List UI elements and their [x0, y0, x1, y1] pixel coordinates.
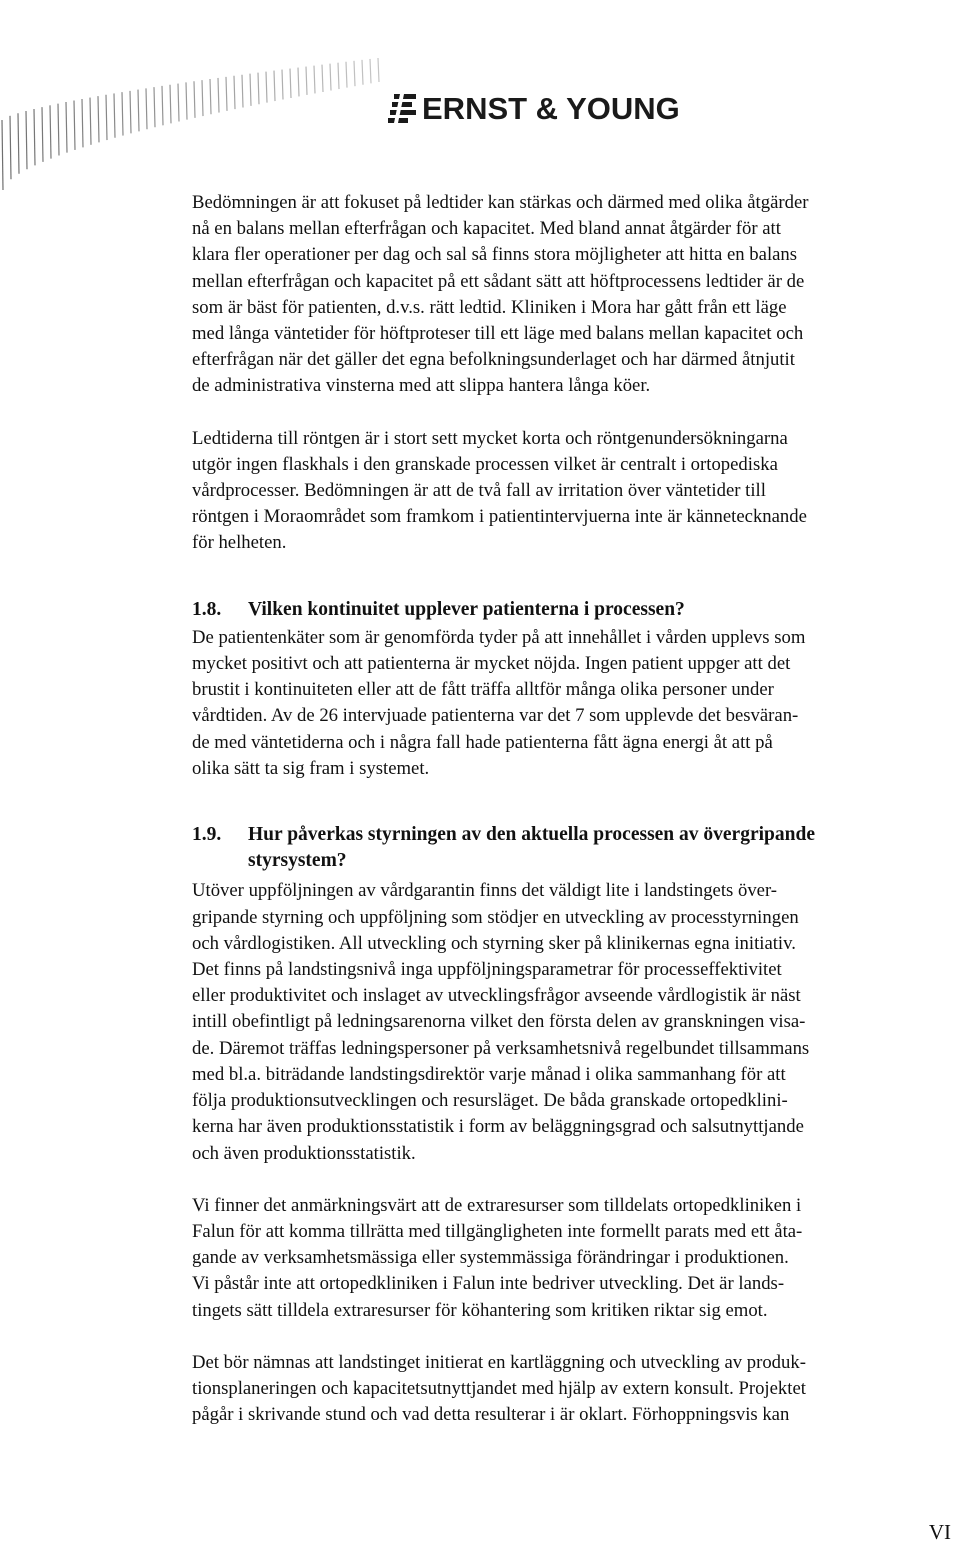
heading-title: Vilken kontinuitet upplever patienterna i processen?: [248, 598, 685, 620]
document-body: [192, 190, 960, 1428]
text-line: som är bäst för patienten, d.v.s. rätt ledtid. Kliniken i Mora har gått från ett läge: [192, 296, 787, 318]
heading-number: 1.9.: [192, 824, 222, 846]
ey-bars-icon: [386, 93, 416, 123]
text-line: tionsplaneringen och kapacitetsutnyttjandet med hjälp av extern konsult. Projektet: [192, 1377, 806, 1399]
text-line: Vi påstår inte att ortopedkliniken i Falun inte bedriver utveckling. Det är lands-: [192, 1273, 785, 1295]
text-line: mellan efterfrågan och kapacitet på ett sådant sätt att höftprocessens ledtider är de: [192, 270, 805, 292]
swoosh-line: [378, 58, 379, 82]
text-line: Falun för att komma tillrätta med tillgängligheten inte formellt parats med ett åta-: [192, 1220, 803, 1242]
text-line: och även produktionsstatistik.: [192, 1142, 416, 1164]
text-line: Vi finner det anmärkningsvärt att de extraresurser som tilldelats ortopedkliniken i: [192, 1194, 802, 1216]
text-line: de administrativa vinsterna med att slippa hantera långa köer.: [192, 375, 651, 397]
swoosh-line: [162, 86, 163, 125]
swoosh-line: [66, 102, 67, 153]
swoosh-line: [314, 66, 315, 94]
text-line: de. Däremot träffas ledningspersoner på verksamhetsnivå regelbundet tillsammans: [192, 1037, 810, 1059]
swoosh-line: [210, 79, 211, 114]
paragraph-extra-resources: [192, 1193, 960, 1324]
swoosh-line: [130, 91, 131, 134]
text-line: nå en balans mellan efterfrågan och kapacitet. Med bland annat åtgärder för att: [192, 218, 781, 240]
swoosh-line: [122, 92, 123, 135]
text-line: klara fler operationer per dag och sal så finns stora möjligheter att hitta en balans: [192, 244, 798, 266]
text-line: utgör ingen flaskhals i den granskade processen vilket är centralt i ortopediska: [192, 453, 778, 475]
text-line: pågår i skrivande stund och vad detta resulterar i är oklart. Förhoppningsvis kan: [192, 1404, 790, 1426]
paragraph-project: [192, 1350, 960, 1429]
swoosh-line: [218, 78, 219, 113]
paragraph-continuity: [192, 625, 960, 782]
text-line: mycket positivt och att patienterna är mycket nöjda. Ingen patient uppger att det: [192, 653, 791, 675]
text-line: gripande styrning och uppföljning som stödjer en utveckling av processtyrningen: [192, 906, 799, 928]
text-line: Det bör nämnas att landstinget initierat en kartläggning och utveckling av produk-: [192, 1351, 806, 1373]
swoosh-line: [194, 81, 195, 118]
section-heading-1-8: [192, 597, 960, 623]
swoosh-line: [82, 99, 83, 147]
paragraph-governance: [192, 878, 960, 1166]
text-line: och vårdlogistiken. All utveckling och styrning sker på klinikernas egna initiativ.: [192, 932, 796, 954]
swoosh-line: [242, 75, 243, 108]
swoosh-line: [26, 111, 27, 169]
heading-title-line: styrsystem?: [248, 850, 347, 872]
swoosh-line: [42, 107, 43, 162]
swoosh-line: [266, 72, 267, 103]
text-line: med bl.a. biträdande landstingsdirektör varje månad i olika sammanhang för att: [192, 1063, 786, 1085]
swoosh-line: [258, 73, 259, 105]
text-line: med långa väntetider för höftproteser till ett läge med balans mellan kapacitet och: [192, 323, 804, 345]
decorative-swoosh: [0, 0, 400, 200]
swoosh-line: [306, 67, 307, 95]
swoosh-line: [58, 104, 59, 156]
heading-title-line: Hur påverkas styrningen av den aktuella processen av övergripande: [248, 824, 815, 846]
swoosh-line: [338, 63, 339, 89]
swoosh-line: [146, 88, 147, 129]
swoosh-line: [178, 84, 179, 122]
heading-number: 1.8.: [192, 598, 222, 620]
text-line: vårdprocesser. Bedömningen är att de två fall av irritation över väntetider till: [192, 480, 766, 502]
text-line: vårdtiden. Av de 26 intervjuade patienterna var det 7 som upplevde det besväran-: [192, 705, 799, 727]
text-line: olika sätt ta sig fram i systemet.: [192, 757, 430, 779]
text-line: Bedömningen är att fokuset på ledtider kan stärkas och därmed med olika åtgärder: [192, 192, 809, 213]
swoosh-line: [362, 60, 363, 85]
swoosh-line: [154, 87, 155, 127]
swoosh-line: [322, 65, 323, 92]
text-line: intill obefintligt på ledningsarenorna vilket den första delen av granskningen visa-: [192, 1011, 806, 1033]
text-line: gande av verksamhetsmässiga eller systemmässiga förändringar i produktionen.: [192, 1247, 789, 1269]
text-line: brustit i kontinuiteten eller att de fått träffa alltför många olika personer under: [192, 679, 774, 701]
swoosh-line: [2, 120, 3, 190]
paragraph-xray: [192, 426, 960, 557]
logo-text: ERNST & YOUNG: [422, 90, 680, 126]
swoosh-line: [202, 80, 203, 116]
swoosh-line: [90, 98, 91, 145]
heading-title: [248, 822, 960, 874]
swoosh-line: [18, 113, 19, 174]
text-line: efterfrågan när det gäller det egna befolkningsunderlaget och har därmed åtnjutit: [192, 349, 795, 371]
swoosh-line: [170, 85, 171, 124]
swoosh-line: [282, 70, 283, 100]
text-line: de med väntetiderna och i några fall hade patienterna fått ägna energi åt att på: [192, 731, 773, 753]
swoosh-line: [138, 90, 139, 132]
swoosh-line: [186, 82, 187, 119]
swoosh-line: [10, 116, 11, 179]
ey-logo: [386, 88, 680, 128]
swoosh-line: [346, 62, 347, 88]
text-line: kerna har även produktionsstatistik i form av beläggningsgrad och salsutnyttjande: [192, 1116, 804, 1138]
swoosh-line: [250, 74, 251, 106]
swoosh-line: [74, 101, 75, 150]
text-line: Utöver uppföljningen av vårdgarantin finns det väldigt lite i landstingets över-: [192, 880, 778, 902]
swoosh-line: [330, 64, 331, 91]
text-line: eller produktivitet och inslaget av utvecklingsfrågor avseende vårdlogistik är näst: [192, 985, 801, 1007]
swoosh-line: [98, 96, 99, 142]
swoosh-line: [114, 93, 115, 137]
swoosh-line: [226, 77, 227, 111]
swoosh-line: [354, 61, 355, 86]
swoosh-line: [50, 105, 51, 158]
section-heading-1-9: [192, 822, 960, 874]
swoosh-line: [106, 95, 107, 140]
page-number: VI: [928, 1520, 951, 1544]
text-line: följa produktionsutvecklingen och resursläget. De båda granskade ortopedklini-: [192, 1090, 788, 1112]
text-line: Ledtiderna till röntgen är i stort sett mycket korta och röntgenundersökningarna: [192, 427, 788, 449]
page-header: [0, 0, 960, 190]
text-line: för helheten.: [192, 532, 287, 554]
swoosh-line: [234, 76, 235, 109]
swoosh-line: [274, 71, 275, 101]
text-line: röntgen i Moraområdet som framkom i patientintervjuerna inte är kännetecknande: [192, 506, 807, 528]
text-line: De patientenkäter som är genomförda tyder på att innehållet i vården upplevs som: [192, 626, 806, 648]
paragraph-lead-times: [192, 190, 960, 400]
text-line: tingets sätt tilldela extraresurser för köhantering som kritiken riktar sig emot.: [192, 1299, 768, 1321]
swoosh-line: [34, 109, 35, 165]
swoosh-line: [290, 69, 291, 98]
text-line: Det finns på landstingsnivå inga uppföljningsparametrar för processeffektivitet: [192, 959, 782, 981]
swoosh-line: [370, 59, 371, 83]
swoosh-line: [298, 68, 299, 97]
